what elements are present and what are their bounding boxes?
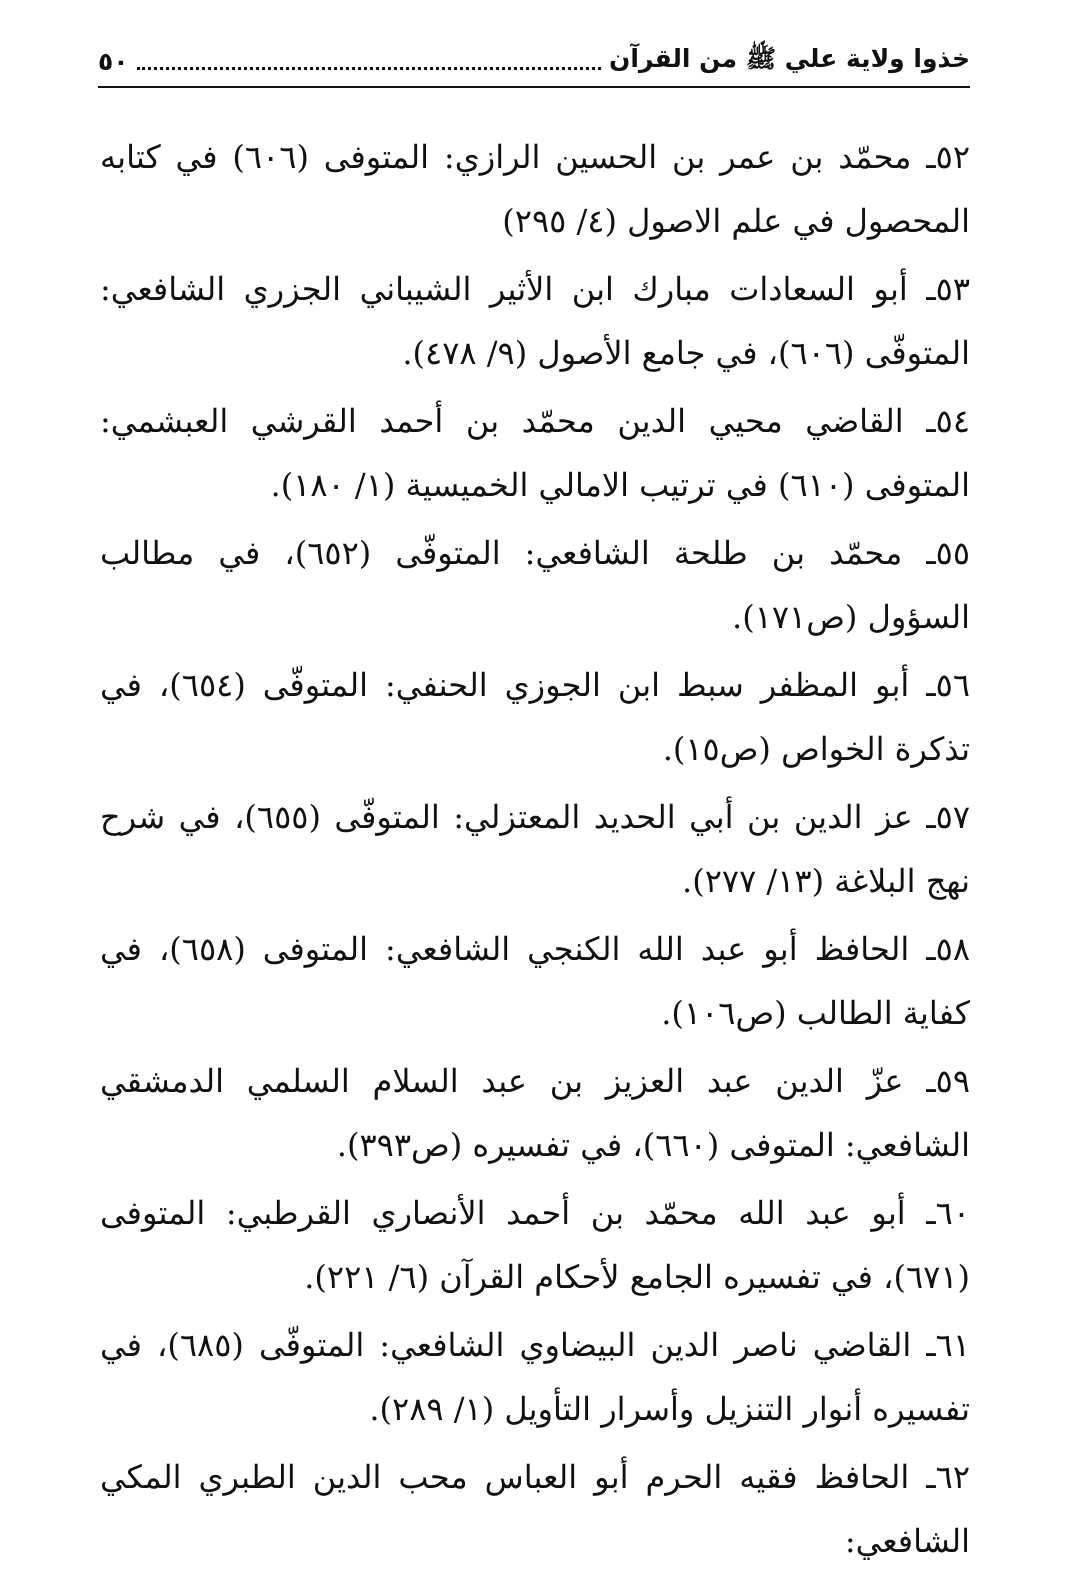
list-item bbox=[100, 785, 970, 913]
list-item bbox=[100, 1181, 970, 1309]
entry-text: ٦٢ـ الحافظ فقيه الحرم أبو العباس محب الدين الطبري المكي الشافعي: bbox=[100, 1458, 970, 1560]
list-item bbox=[100, 1049, 970, 1177]
entry-text: ٥٥ـ محمّد بن طلحة الشافعي: المتوفّى (٦٥٢)، في مطالب السؤول (ص١٧١). bbox=[100, 534, 971, 636]
page-body bbox=[100, 125, 970, 1577]
running-header bbox=[98, 36, 970, 88]
entry-text: ٥٩ـ عزّ الدين عبد العزيز بن عبد السلام السلمي الدمشقي الشافعي: المتوفى (٦٦٠)، في تفسيره (ص٣٩٣). bbox=[100, 1062, 970, 1164]
running-title: خذوا ولاية علي ﷺ من القرآن bbox=[609, 43, 970, 73]
list-item bbox=[100, 389, 970, 517]
dot-leader bbox=[137, 53, 602, 70]
entry-text: ٥٤ـ القاضي محيي الدين محمّد بن أحمد القرشي العبشمي: المتوفى (٦١٠) في ترتيب الامالي الخميسية (١/ ١٨٠). bbox=[100, 402, 970, 504]
entry-text: ٥٦ـ أبو المظفر سبط ابن الجوزي الحنفي: المتوفّى (٦٥٤)، في تذكرة الخواص (ص١٥). bbox=[100, 666, 971, 768]
list-item bbox=[100, 125, 970, 253]
entry-text: ٦٠ـ أبو عبد الله محمّد بن أحمد الأنصاري القرطبي: المتوفى (٦٧١)، في تفسيره الجامع لأحكام القرآن (٦/ ٢٢١). bbox=[100, 1194, 970, 1296]
list-item bbox=[100, 1313, 970, 1441]
entry-text: ٥٧ـ عز الدين بن أبي الحديد المعتزلي: المتوفّى (٦٥٥)، في شرح نهج البلاغة (١٣/ ٢٧٧). bbox=[100, 798, 970, 900]
entry-text: ٥٢ـ محمّد بن عمر بن الحسين الرازي: المتوفى (٦٠٦) في كتابه المحصول في علم الاصول (٤/ ٢٩٥) bbox=[100, 138, 971, 240]
list-item bbox=[100, 257, 970, 385]
entry-text: ٥٣ـ أبو السعادات مبارك ابن الأثير الشيباني الجزري الشافعي: المتوفّى (٦٠٦)، في جامع الأصول (٩/ ٤٧٨). bbox=[100, 270, 970, 372]
list-item bbox=[100, 521, 970, 649]
list-item bbox=[100, 917, 970, 1045]
page-number: ٥٠ bbox=[98, 46, 129, 76]
list-item bbox=[100, 1445, 970, 1573]
list-item bbox=[100, 653, 970, 781]
entry-text: ٥٨ـ الحافظ أبو عبد الله الكنجي الشافعي: المتوفى (٦٥٨)، في كفاية الطالب (ص١٠٦). bbox=[100, 930, 970, 1032]
entry-text: ٦١ـ القاضي ناصر الدين البيضاوي الشافعي: المتوفّى (٦٨٥)، في تفسيره أنوار التنزيل وأسرار التأويل (١/ ٢٨٩). bbox=[100, 1326, 971, 1428]
